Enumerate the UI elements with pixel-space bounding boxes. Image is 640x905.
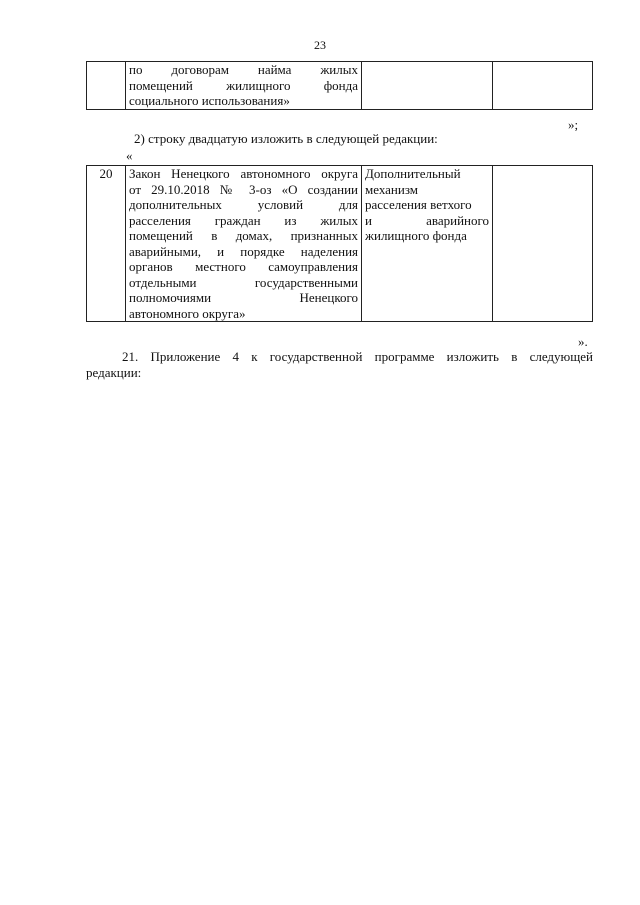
instruction-text: 2) строку двадцатую изложить в следующей редакции:: [134, 131, 438, 146]
opening-quote: «: [126, 148, 133, 163]
row-name-cell: [126, 62, 362, 110]
purpose-line: механизм: [365, 181, 419, 197]
name-line: расселения граждан из жилых: [129, 212, 358, 228]
table-fragment-top: [86, 61, 593, 110]
purpose-line: расселения ветхого: [365, 197, 472, 212]
name-line: от 29.10.2018 № 3-оз «О создании: [129, 181, 358, 197]
closing-quote: »;: [568, 117, 579, 132]
row-purpose-cell: [362, 62, 493, 110]
name-line: отдельными государственными: [129, 274, 358, 290]
page-number: 23: [314, 38, 326, 52]
name-line: дополнительных условий для: [129, 197, 358, 212]
table-row: [87, 62, 593, 110]
table-row-20: [86, 165, 593, 322]
name-line: аварийными, и порядке наделения: [129, 243, 358, 259]
name-line: социального использования»: [129, 93, 290, 108]
closing-quote: ».: [578, 334, 588, 349]
name-line: помещений в домах, признанных: [129, 228, 358, 243]
name-line: автономного округа»: [129, 305, 246, 321]
name-line: органов местного самоуправления: [129, 259, 358, 274]
name-line: полномочиями Ненецкого: [129, 290, 358, 305]
row-extra-cell: [493, 62, 593, 110]
row-extra-cell: [493, 166, 593, 322]
row-number-cell: 20: [87, 166, 126, 322]
paragraph-line: 21. Приложение 4 к государственной программе изложить в следующей: [122, 349, 593, 364]
paragraph-line: редакции:: [86, 365, 142, 380]
paragraph-21: [86, 349, 593, 381]
row-purpose-cell: [362, 166, 493, 322]
row-name-cell: [126, 166, 362, 322]
table-row: [87, 166, 593, 322]
purpose-line: жилищного фонда: [365, 228, 467, 243]
name-line: Закон Ненецкого автономного округа: [129, 166, 358, 181]
row-number-cell: [87, 62, 126, 110]
name-line: помещений жилищного фонда: [129, 77, 358, 93]
purpose-line: Дополнительный: [365, 166, 461, 181]
name-line: по договорам найма жилых: [129, 62, 358, 77]
purpose-line: и аварийного: [365, 212, 489, 228]
